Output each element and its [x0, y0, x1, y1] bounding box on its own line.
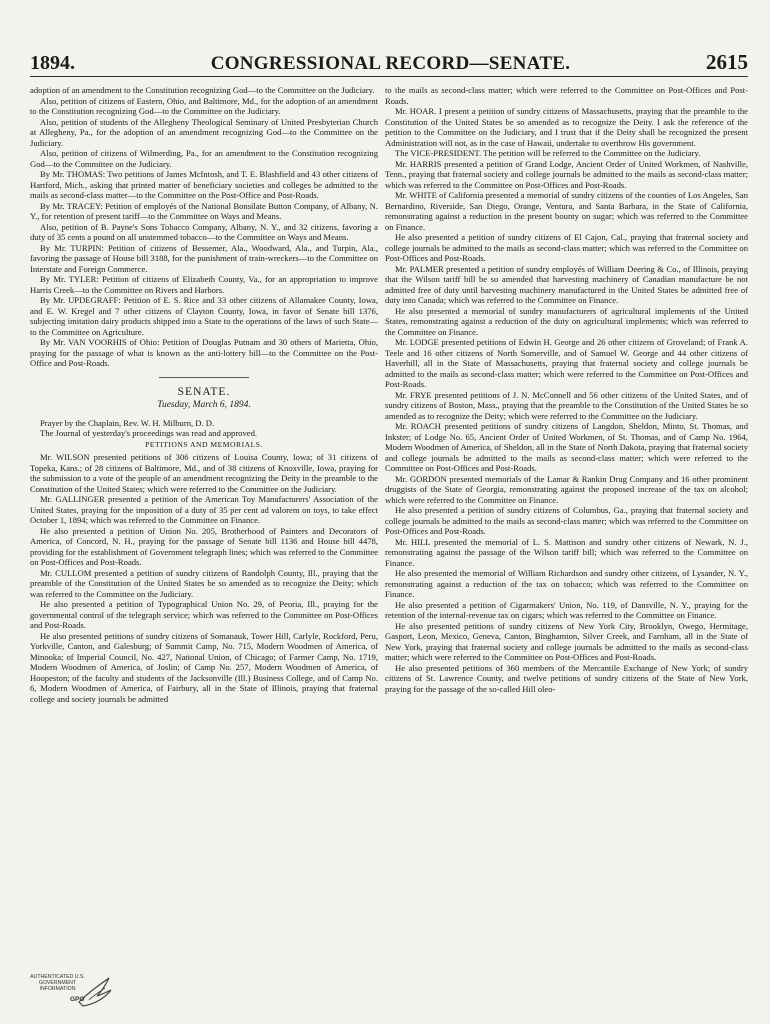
session-date: Tuesday, March 6, 1894. — [157, 400, 251, 410]
paragraph: Mr. FRYE presented petitions of J. N. McConnell and 56 other citizens of the United States, and of sundry citizens of Boston, Mass., praying that the preamble to the Constitution of the United States be so amended as to recognize the Deity; which were referred to the Committee on the Judiciary. — [385, 389, 748, 421]
paragraph: Mr. GALLINGER presented a petition of the American Toy Manufacturers' Association of the United States, praying for the imposition of a duty of 35 per cent ad valorem on toys, to take effect October 1, 1894; which was referred to the Committee on Finance. — [30, 494, 378, 525]
paragraph: Mr. LODGE presented petitions of Edwin H. George and 26 other citizens of Groveland; of Frank A. Teele and 16 other citizens of North Somerville, and of Samuel W. George and 44 other citizens of Haverhill, all in the State of Massachusetts, praying that fraternal society and college journals be admitted to the mails as second-class matter; which were referred to the Committee on Post-Offices and Post-Roads. — [385, 337, 748, 389]
paragraph: Mr. WILSON presented petitions of 306 citizens of Louisa County, Iowa; of 31 citizens of Topeka, Kans.; of 28 citizens of Baltimore, Md., and of 38 citizens of Knoxville, Iowa, praying for the submission to a vote of the people of an amendment recognizing the Deity in the preamble to the Constitution of the United States; which were referred to the Committee on the Judiciary. — [30, 452, 378, 494]
right-column — [385, 85, 748, 694]
paragraph: He also presented a petition of Cigarmakers' Union, No. 119, of Dansville, N. Y., praying for the retention of the internal-revenue tax on cigars; which was referred to the Committee on Finance. — [385, 599, 748, 620]
paragraph: He also presented a petition of Union No. 205, Brotherhood of Painters and Decorators of America, of Concord, N. H., praying for the passage of Senate bill 1136 and House bill 4478, providing for the establishment of Government telegraph lines; which was referred to the Committee on Post-Offices and Post-Roads. — [30, 525, 378, 567]
senate-heading: SENATE. — [177, 385, 231, 398]
header-title: CONGRESSIONAL RECORD—SENATE. — [210, 53, 571, 74]
paragraph: He also presented petitions of sundry citizens of Somanauk, Tower Hill, Carlyle, Rockford, Peru, Yorkville, Canton, and Galesburg; of Summit Camp, No. 715, Modern Woodmen of America, of Minooka; of Imperial Council, No. 427, National Union, of Chicago; of Farmer Camp, No. 1719, Modern Woodmen of America, of Joslin; of Camp No. 257, Modern Woodmen of America, of Hoopeston; of the faculty and students of the Jacksonville (Ill.) Business College, and of Camp No. 6, Modern Woodmen of America, of Fairbury, all in the State of Illinois, praying that fraternal college and society journals be admitted — [30, 630, 378, 704]
prayer-line: Prayer by the Chaplain, Rev. W. H. Milburn, D. D. — [40, 417, 215, 428]
paragraph: By Mr. VAN VOORHIS of Ohio: Petition of Douglas Putnam and 30 others of Marietta, Ohio, praying for the passage of what is known as the anti-lottery bill—to the Committee on the Post-Office and Post-Roads. — [30, 337, 378, 368]
paragraph: to the mails as second-class matter; which were referred to the Committee on Post-Offices and Post-Roads. — [385, 85, 748, 106]
journal-line: The Journal of yesterday's proceedings was read and approved. — [40, 428, 258, 438]
paragraph: Also, petition of B. Payne's Sons Tobacco Company, Albany, N. Y., and 32 citizens, favoring a duty of 35 cents a pound on all unstemmed tobacco—to the Committee on Ways and Means. — [30, 221, 378, 242]
paragraph: Mr. HILL presented the memorial of L. S. Mattison and sundry other citizens of Newark, N. J., remonstrating against the passage of the Wilson tariff bill; which was referred to the Committee on Finance. — [385, 536, 748, 568]
paragraph: By Mr. TURPIN: Petition of citizens of Bessemer, Ala., Woodward, Ala., and Turpin, Ala., favoring the passage of House bill 3188, for the punishment of train-wreckers—to the Committee on Interstate and Foreign Commerce. — [30, 242, 378, 274]
paragraph: He also presented petitions of sundry citizens of New York City, Brooklyn, Owego, Hermitage, Gasport, Leon, Mexico, Geneva, Canton, Binghamton, Silver Creek, and Farnham, all in the State of New York, praying that fraternal society and college journals be admitted to the mails as second-class matter; which were referred to the Committee on Post-Offices and Post-Roads. — [385, 620, 748, 662]
paragraph: Also, petition of citizens of Eastern, Ohio, and Baltimore, Md., for the adoption of an amendment to the Constitution recognizing God—to the Committee on the Judiciary. — [30, 95, 378, 116]
header-page-number: 2615 — [706, 50, 748, 74]
paragraph: The VICE-PRESIDENT. The petition will be referred to the Committee on the Judiciary. — [395, 148, 701, 158]
left-column — [30, 85, 378, 704]
gpo-label: GPO — [70, 996, 85, 1003]
paragraph: By Mr. TRACEY: Petition of employés of the National Bonsilate Button Company, of Albany, N. Y., for retention of present tariff—to the Committee on Ways and Means. — [30, 200, 378, 221]
paragraph: adoption of an amendment to the Constitution recognizing God—to the Committee on the Judiciary. — [30, 85, 375, 95]
header-year: 1894. — [30, 52, 75, 74]
house-petitions — [30, 85, 378, 369]
paragraph: Mr. CULLOM presented a petition of sundry citizens of Randolph County, Ill., praying that the preamble of the Constitution of the United States be so amended as to recognize the Deity; which was referred to the Committee on the Judiciary. — [30, 567, 378, 599]
paragraph: Mr. PALMER presented a petition of sundry employés of William Deering & Co., of Illinois, praying that the Wilson tariff bill be so amended that harvesting machinery of Canadian manufacture be not admitted free of duty until harvesting machinery manufactured in the United States be admitted free of duty into Canada; which was referred to the Committee on Finance. — [385, 263, 748, 305]
paragraph: Mr. HOAR. I present a petition of sundry citizens of Massachusetts, praying that the preamble to the Constitution of the United States be so amended as to recognize the Deity. I ask the reference of the petition to the Committee on the Judiciary, and I trust that if the Deity shall be recognized the present Administration will not, as in the case of Hawaii, undertake to overthrow His government. — [385, 106, 748, 148]
paragraph: By Mr. TYLER: Petition of citizens of Elizabeth County, Va., for an appropriation to improve Harris Creek—to the Committee on Rivers and Harbors. — [30, 274, 378, 295]
senate-petitions-continued — [385, 85, 748, 694]
seal-text: AUTHENTICATED U.S. GOVERNMENT INFORMATION — [30, 974, 85, 992]
paragraph: By Mr. THOMAS: Two petitions of James McIntosh, and T. E. Blashfield and 43 other citizens of Hartford, Mich., asking that printed matter of beneficiary societies and colleges be admitted to the mails as second-class matter—to the Committee on the Post-Office and Post-Roads. — [30, 169, 378, 200]
paragraph: Mr. WHITE of California presented a memorial of sundry citizens of the counties of Los Angeles, San Bernardino, Riverside, San Diego, Orange, Ventura, and Santa Barbara, in the State of California, remonstrating against a reduction in the present bounty on sugar; which was referred to the Committee on Finance. — [385, 190, 748, 232]
senate-petitions — [30, 452, 378, 704]
paragraph: He also presented a petition of Typographical Union No. 29, of Peoria, Ill., praying for the governmental control of the telegraph service; which was referred to the Committee on Post-Offices and Post-Roads. — [30, 599, 378, 630]
paragraph: Also, petition of citizens of Wilmerding, Pa., for an amendment to the Constitution recognizing God—to the Committee on the Judiciary. — [30, 148, 378, 169]
paragraph: He also presented petitions of 360 members of the Mercantile Exchange of New York; of sundry citizens of St. Lawrence County, and twelve petitions of sundry citizens of the State of New York, praying for the passage of the so-called Hill oleo- — [385, 662, 748, 694]
paragraph: Mr. ROACH presented petitions of sundry citizens of Langdon, Sheldon, Minto, St. Thomas, and Inkster; of Lodge No. 65, Ancient Order of United Workmen, of St. Thomas, and of Camp No. 1964, Modern Woodmen of America, of Sheldon, all in the State of North Dakota, praying that fraternal society and college journals be admitted to the mails as second-class matter; which were referred to the Committee on Post-Offices and Post-Roads. — [385, 421, 748, 473]
gpo-authentication-seal — [30, 972, 125, 1012]
paragraph: He also presented a petition of sundry citizens of El Cajon, Cal., praying that fraternal society and college journals be admitted to the mails as second-class matter; which was referred to the Committee on Post-Offices and Post-Roads. — [385, 232, 748, 263]
paragraph: Mr. GORDON presented memorials of the Lamar & Rankin Drug Company and 16 other prominent druggists of the State of Georgia, remonstrating against the proposed increase of the tax on alcohol; which were referred to the Committee on Finance. — [385, 473, 748, 505]
paragraph: Mr. HARRIS presented a petition of Grand Lodge, Ancient Order of United Workmen, of Nashville, Tenn., praying that fraternal society and college journals be admitted to the mails as second-class matter; which was referred to the Committee on Post-Offices and Post-Roads. — [385, 158, 748, 190]
page-header — [30, 50, 748, 77]
paragraph: Also, petition of students of the Allegheny Theological Seminary of United Presbyterian Church at Allegheny, Pa., for the adoption of an amendment recognizing God—to the Committee on the Judiciary. — [30, 116, 378, 148]
paragraph: He also presented a memorial of sundry manufacturers of agricultural implements of the United States, remonstrating against a reduction of the duty on agricultural implements; which was referred to the Committee on Finance. — [385, 305, 748, 337]
paragraph: By Mr. UPDEGRAFF: Petition of E. S. Rice and 33 other citizens of Allamakee County, Iowa, and E. W. Kregel and 7 other citizens of Clayton County, Iowa, in favor of Senate bill 1376, subjecting imitation dairy products shipped into a State to the operations of the laws of such State—to the Committee on Agriculture. — [30, 295, 378, 337]
paragraph: He also presented the memorial of William Richardson and sundry other citizens, of Lysander, N. Y., remonstrating against a reduction of the tax on tobacco; which was referred to the Committee on Finance. — [385, 568, 748, 599]
petitions-subheading: PETITIONS AND MEMORIALS. — [145, 439, 263, 449]
section-divider — [159, 377, 249, 378]
paragraph: He also presented a petition of sundry citizens of Columbus, Ga., praying that fraternal society and college journals be admitted to the mails as second-class matter; which was referred to the Committee on Post-Offices and Post-Roads. — [385, 505, 748, 536]
